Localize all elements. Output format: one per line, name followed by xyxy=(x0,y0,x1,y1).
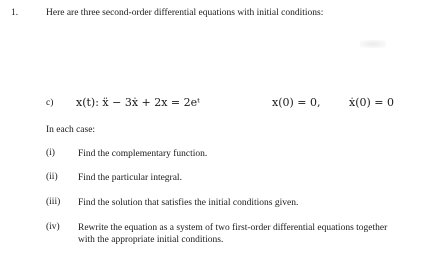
initial-condition-velocity: ẋ(0) = 0 xyxy=(349,96,394,109)
question-intro: Here are three second-order differential equations with initial conditions: xyxy=(46,8,324,18)
case-intro: In each case: xyxy=(46,125,96,135)
task-text-line: Rewrite the equation as a system of two first-order differential equations together xyxy=(78,223,388,233)
task-text: Find the solution that satisfies the initial conditions given. xyxy=(78,198,299,208)
initial-condition-position: x(0) = 0, xyxy=(272,96,321,109)
task-label: (ii) xyxy=(46,172,58,182)
task-label: (iv) xyxy=(46,222,60,232)
task-text: Find the complementary function. xyxy=(78,149,208,159)
task-label: (iii) xyxy=(46,197,61,207)
question-number: 1. xyxy=(11,8,19,18)
faint-mark xyxy=(360,40,386,48)
task-text-multiline xyxy=(78,222,387,246)
task-label: (i) xyxy=(46,148,55,158)
differential-equation: x(t): ẍ − 3ẋ + 2x = 2eᵗ xyxy=(76,96,200,109)
task-text: Find the particular integral. xyxy=(78,173,182,183)
part-label: c) xyxy=(46,98,54,108)
task-text-line: with the appropriate initial conditions. xyxy=(78,235,224,245)
